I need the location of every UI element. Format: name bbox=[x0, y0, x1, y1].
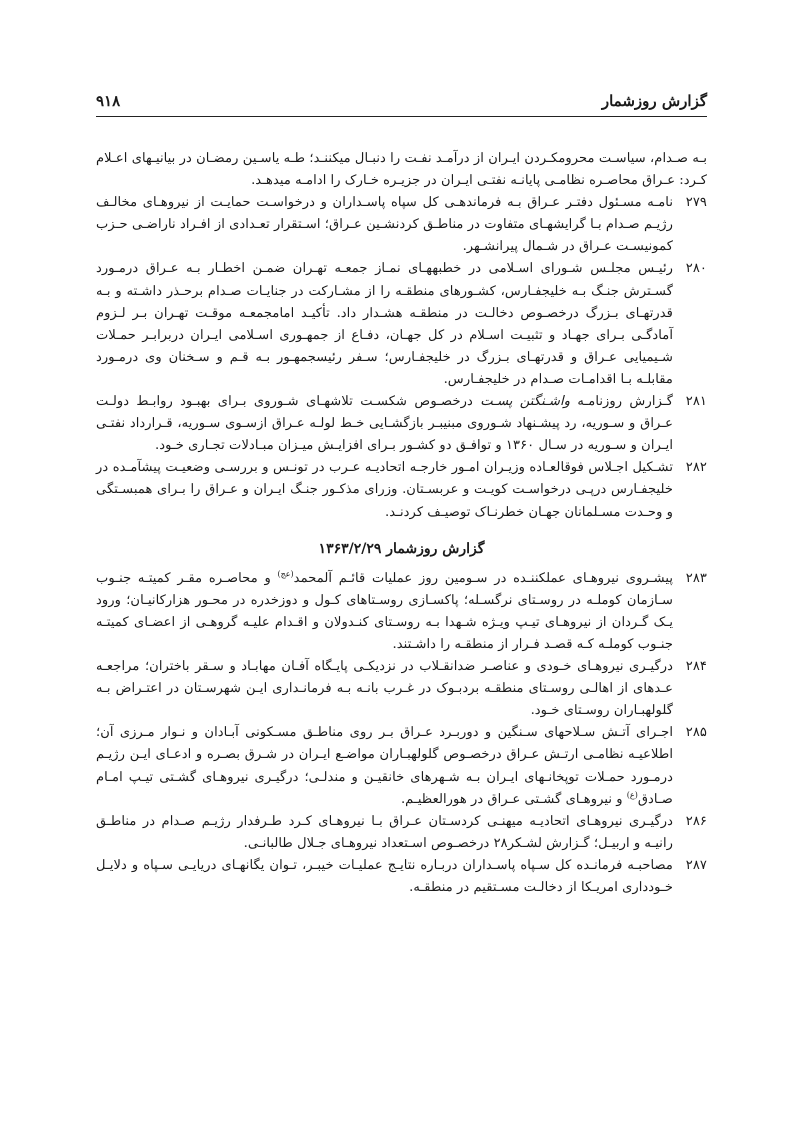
item-text-end: و محاصـره مقـر کمیتـه جنـوب سـازمان کوملـه در روسـتای نرگسـله؛ پاکسـازی روسـتاهای کـول و دوزخدره در محـور هزارکانیـان؛ ورود یـک گـردان از نیروهـای تیـپ ویـژه شـهدا بـه روسـتای کنـدولان و اقـدام علیـه گروهـی از اعضـای کمیتـه جنـوب کوملـه کـه قصـد فـرار از منطقـه را داشـتند. bbox=[96, 570, 673, 652]
report-item-285 bbox=[96, 722, 707, 810]
item-number: ۲۸۵ bbox=[685, 725, 707, 741]
continued-paragraph: بـه صـدام، سیاسـت محرومکـردن ایـران از درآمـد نفـت را دنبـال میکننـد؛ طـه یاسـین رمضـان در بیانیـهای اعـلام کـرد: عـراق محاصـره نظامـی پایانـه نفتـی ایـران در جزیـره خـارک را ادامـه میدهـد. bbox=[96, 151, 707, 189]
honorific-superscript: (عج) bbox=[277, 569, 294, 579]
item-text: مصاحبـه فرمانـده کل سـپاه پاسـداران دربـاره نتایـج عملیـات خیبـر، تـوان یگانهـای دریایـی سـپاه و دلایـل خـودداری امریـکا از دخالـت مسـتقیم در منطقـه. bbox=[96, 857, 673, 895]
report-item-282 bbox=[96, 457, 707, 523]
newspaper-name: واشـنگتن پسـت bbox=[480, 394, 570, 410]
item-number: ۲۸۷ bbox=[685, 857, 707, 873]
item-text bbox=[96, 722, 673, 810]
honorific-superscript: (ع) bbox=[626, 790, 638, 800]
item-text bbox=[96, 391, 673, 457]
report-item-279 bbox=[96, 192, 707, 258]
item-number: ۲۸۱ bbox=[685, 394, 707, 410]
item-text: درگیـری نیروهـای خـودی و عناصـر ضدانقـلاب در نزدیکـی پایـگاه آفـان مهابـاد و سـقر باختران؛ مراجعـه عـدهای از اهالـی روسـتای منطقـه بردبـوک در غـرب بانـه بـه فرمانـداری ایـن شهرسـتان در اعتـراض بـه گلولهبـاران روسـتای خـود. bbox=[96, 659, 673, 719]
item-text-end: درخصـوص شکسـت تلاشهـای شـوروی بـرای بهبـود روابـط دولـت عـراق و سـوریه، رد پیشـنهاد شـوروی مبنیبـر بازگشـایی خـط لولـه عـراق ازسـوی سـوریه، قـرارداد نفتـی ایـران و سـوریه در سـال ۱۳۶۰ و توافـق دو کشـور بـرای افزایـش میـزان مبـادلات تجـاری خـود. bbox=[96, 394, 673, 454]
item-number: ۲۸۴ bbox=[685, 659, 707, 675]
running-header bbox=[96, 86, 707, 117]
item-text: درگیـری نیروهـای اتحادیـه میهنـی کردسـتان عـراق بـا نیروهـای کـرد طـرفدار رژیـم صـدام در مناطـق رانیـه و اربیـل؛ گـزارش لشـکر۲۸ درخصـوص اسـتعداد نیروهـای جـلال طالبانـی. bbox=[96, 813, 673, 851]
report-item-281 bbox=[96, 391, 707, 457]
item-text: تشـکیل اجـلاس فوقالعـاده وزیـران امـور خارجـه اتحادیـه عـرب در تونـس و بررسـی وضعیـت پیشآمـده در خلیجفـارس درپـی درخواسـت کویـت و عربسـتان. وزرای مذکـور جنـگ ایـران و عـراق را بـرای همبسـتگی و وحـدت مسـلمانان جهـان خطرنـاک توصیـف کردنـد. bbox=[96, 460, 673, 520]
report-item-280 bbox=[96, 258, 707, 391]
page-number: ۹۱۸ bbox=[96, 92, 121, 110]
item-text: نامـه مسـئول دفتـر عـراق بـه فرماندهـی کل سپاه پاسـداران و درخواسـت حمایـت از نیروهـای مخالـف رژیـم صـدام بـا گرایشهـای متفاوت در مناطـق کردنشـین عـراق؛ اسـتقرار تعـدادی از افـراد ناراضـی حـزب کمونیسـت عـراق در شـمال پیرانشـهر. bbox=[96, 195, 673, 255]
item-text bbox=[96, 568, 673, 656]
item-number: ۲۸۳ bbox=[685, 570, 707, 586]
item-number: ۲۸۲ bbox=[685, 460, 707, 476]
item-text-start: پیشـروی نیروهـای عملکننـده در سـومین روز عملیات قائـم آلمحمد bbox=[293, 570, 673, 586]
item-text-end: و نیروهـای گشـتی عـراق در هورالعظیـم. bbox=[400, 791, 627, 807]
report-item-287 bbox=[96, 855, 707, 899]
running-title: گزارش روزشمار bbox=[601, 92, 707, 110]
item-text-start: گـزارش روزنامـه bbox=[570, 394, 673, 410]
item-number: ۲۸۰ bbox=[685, 261, 707, 277]
item-text: رئیـس مجلـس شـورای اسـلامی در خطبههـای نمـاز جمعـه تهـران ضمـن اخطـار بـه عـراق درمـورد گسـترش جنـگ بـه خلیجفـارس، کشـورهای منطقـه را از مشـارکت در جنایـات صـدام برحـذر داشـته و بـه قدرتهـای بـزرگ درخصـوص دخالـت در منطقـه هشـدار داد. تأکیـد امامجمعـه موقـت تهـران بـر لـزوم آمادگـی بـرای جهـاد و تثبیـت اسـلام در کل جهـان، دفـاع از جمهـوری اسـلامی ایـران دربرابـر حمـلات شـیمیایی عـراق و قدرتهـای بـزرگ در خلیجفـارس؛ سـفر رئیسجمهـور بـه قـم و سـخنان وی درمـورد مقابلـه بـا اقدامـات صـدام در خلیجفـارس. bbox=[96, 261, 673, 387]
report-item-284 bbox=[96, 656, 707, 722]
item-text-start: اجـرای آتـش سـلاحهای سـنگین و دوربـرد عـراق بـر روی مناطـق مسـکونی آبـادان و نـوار مـرزی آن؛ اطلاعیـه نظامـی ارتـش عـراق درخصـوص گلولهبـاران مواضـع ایـران در شـرق بصـره و ادعـای ایـن رژیـم درمـورد حمـلات توپخانـهای ایـران بـه شـهرهای خانقیـن و مندلـی؛ درگیـری نیروهـای گشـتی تیـپ امـام صـادق bbox=[96, 725, 673, 807]
report-item-283 bbox=[96, 568, 707, 656]
item-number: ۲۷۹ bbox=[685, 195, 707, 211]
page-body bbox=[96, 148, 707, 899]
report-item-286 bbox=[96, 811, 707, 855]
section-heading: گزارش روزشمار ۱۳۶۳/۲/۲۹ bbox=[318, 540, 485, 557]
item-number: ۲۸۶ bbox=[685, 813, 707, 829]
